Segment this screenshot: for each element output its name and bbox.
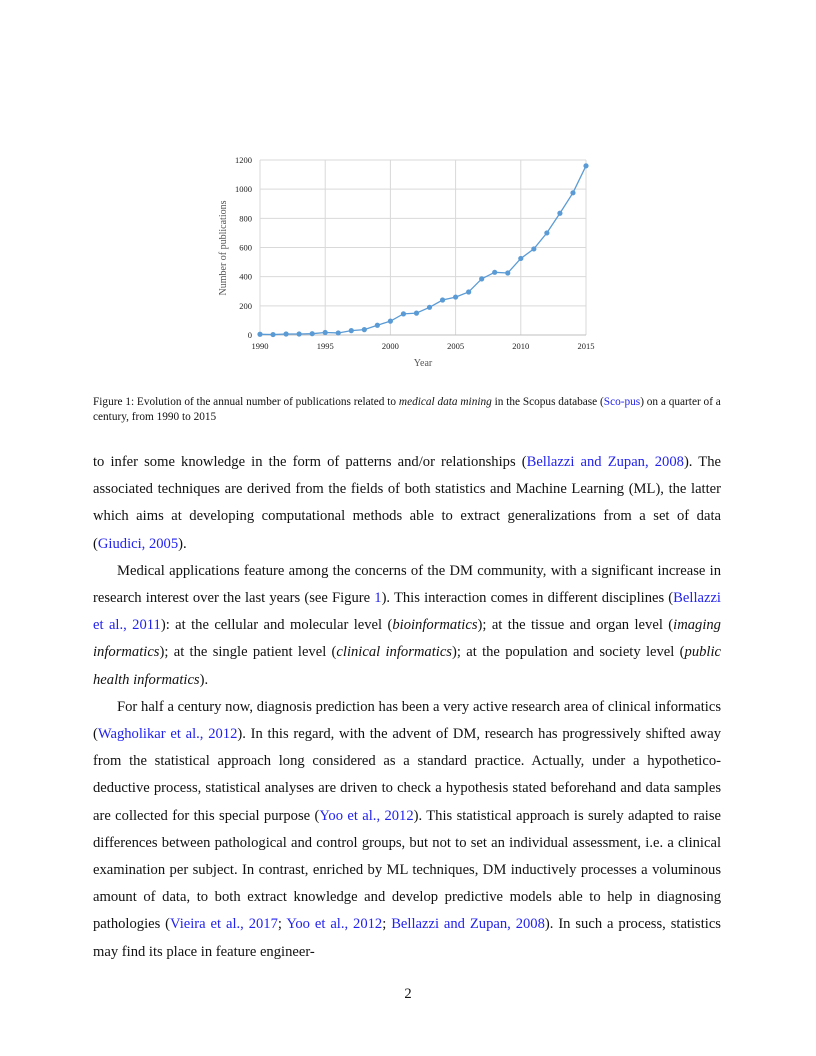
citation-link[interactable]: Vieira et al., 2017 — [170, 916, 278, 933]
citation-link[interactable]: Bellazzi et al., 2011 — [93, 590, 721, 634]
y-axis-label: Number of publications — [218, 200, 229, 296]
data-point-2010 — [518, 256, 523, 261]
figure-label: Figure 1: — [93, 396, 135, 408]
data-point-2003 — [427, 305, 432, 310]
x-tick-label: 2000 — [381, 341, 399, 351]
figure-caption: Figure 1: Evolution of the annual number of publications related to medical data mining in the Scopus database (Sco-pus) on a quarter of a century, from 1990 to 2015 — [93, 396, 721, 423]
data-point-1992 — [283, 331, 288, 336]
citation-link[interactable]: Bellazzi and Zupan, 2008 — [391, 916, 545, 933]
x-tick-label: 2010 — [512, 341, 530, 351]
citation-link[interactable]: Sco-pus — [603, 396, 641, 408]
y-tick-label: 1200 — [235, 155, 252, 165]
citation-link[interactable]: Wagholikar et al., 2012 — [97, 726, 238, 743]
data-point-1995 — [323, 330, 328, 335]
y-tick-label: 400 — [239, 271, 252, 282]
data-point-2015 — [583, 163, 588, 168]
data-point-2004 — [440, 297, 445, 302]
x-tick-label: 1990 — [251, 341, 269, 351]
paragraph-2: Medical applications feature among the concerns of the DM community, with a significant increase in research interest over the last years (see Figure 1). This interaction comes in different disciplines (Bellazzi et al., 2011): at the cellular and molecular level (bioinformatics); at the tissue and organ level (imaging informatics); at the single patient level (clinical informatics); at the population and society level (public health informatics). — [93, 562, 721, 688]
citation-link[interactable]: Giudici, 2005 — [97, 535, 179, 552]
series-line — [260, 166, 586, 335]
page-number: 2 — [404, 986, 412, 1002]
paragraph-3: For half a century now, diagnosis prediction has been a very active research area of clinical informatics (Wagholikar et al., 2012). In this regard, with the advent of DM, research has progressively shifted away from the statistical approach long considered as a standard practice. Actually, under a hypothetico-deductive process, statistical analyses are driven to check a hypothesis stated beforehand and data samples are collected for this special purpose (Yoo et al., 2012). This statistical approach is surely adapted to raise differences between pathological and control groups, but not to set an individual assessment, i.e. a clinical examination per subject. In contrast, enriched by ML techniques, DM inductively processes a voluminous amount of data, to both extract knowledge and develop predictive models able to help in diagnosing pathologies (Vieira et al., 2017; Yoo et al., 2012; Bellazzi and Zupan, 2008). In such a process, statistics may find its place in feature engineer- — [93, 698, 722, 960]
data-point-2006 — [466, 289, 471, 294]
x-tick-label: 2015 — [577, 341, 595, 351]
data-point-1994 — [310, 331, 315, 336]
y-tick-label: 1000 — [235, 184, 252, 195]
data-point-1998 — [362, 327, 367, 332]
x-tick-label: 2005 — [447, 341, 465, 351]
paragraph-1: to infer some knowledge in the form of patterns and/or relationships (Bellazzi and Zupan, 2008). The associated techniques are derived from the fields of both statistics and Machine Learning (ML), the latter which aims at developing computational methods able to extract generalizations from a set of data (Giudici, 2005). — [93, 454, 721, 552]
y-tick-label: 0 — [247, 330, 252, 340]
data-point-2009 — [505, 270, 510, 275]
data-point-2013 — [557, 211, 562, 216]
data-point-2005 — [453, 294, 458, 299]
body-text — [93, 449, 721, 966]
data-point-2011 — [531, 246, 536, 251]
citation-link[interactable]: Yoo et al., 2012 — [319, 807, 414, 824]
x-axis-label: Year — [413, 358, 433, 369]
x-axis-ticks — [252, 341, 595, 351]
data-point-1999 — [375, 323, 380, 328]
data-point-2012 — [544, 230, 549, 235]
data-point-1996 — [336, 330, 341, 335]
y-tick-label: 800 — [239, 213, 252, 224]
y-tick-label: 600 — [239, 242, 252, 253]
citation-link[interactable]: Bellazzi and Zupan, 2008 — [526, 454, 684, 470]
data-point-2008 — [492, 270, 497, 275]
data-point-2007 — [479, 276, 484, 281]
data-point-2001 — [401, 311, 406, 316]
data-point-1991 — [270, 332, 275, 337]
figure-ref-link[interactable]: 1 — [374, 590, 382, 607]
chart-grid — [260, 160, 586, 335]
data-point-2014 — [570, 190, 575, 195]
data-point-2000 — [388, 319, 393, 324]
data-point-1997 — [349, 328, 354, 333]
x-tick-label: 1995 — [316, 341, 334, 351]
publications-chart — [200, 150, 620, 380]
citation-link[interactable]: Yoo et al., 2012 — [286, 916, 383, 933]
data-point-1990 — [257, 332, 262, 337]
data-point-2002 — [414, 311, 419, 316]
y-axis-ticks — [235, 155, 252, 340]
y-tick-label: 200 — [239, 300, 252, 311]
data-point-1993 — [297, 331, 302, 336]
